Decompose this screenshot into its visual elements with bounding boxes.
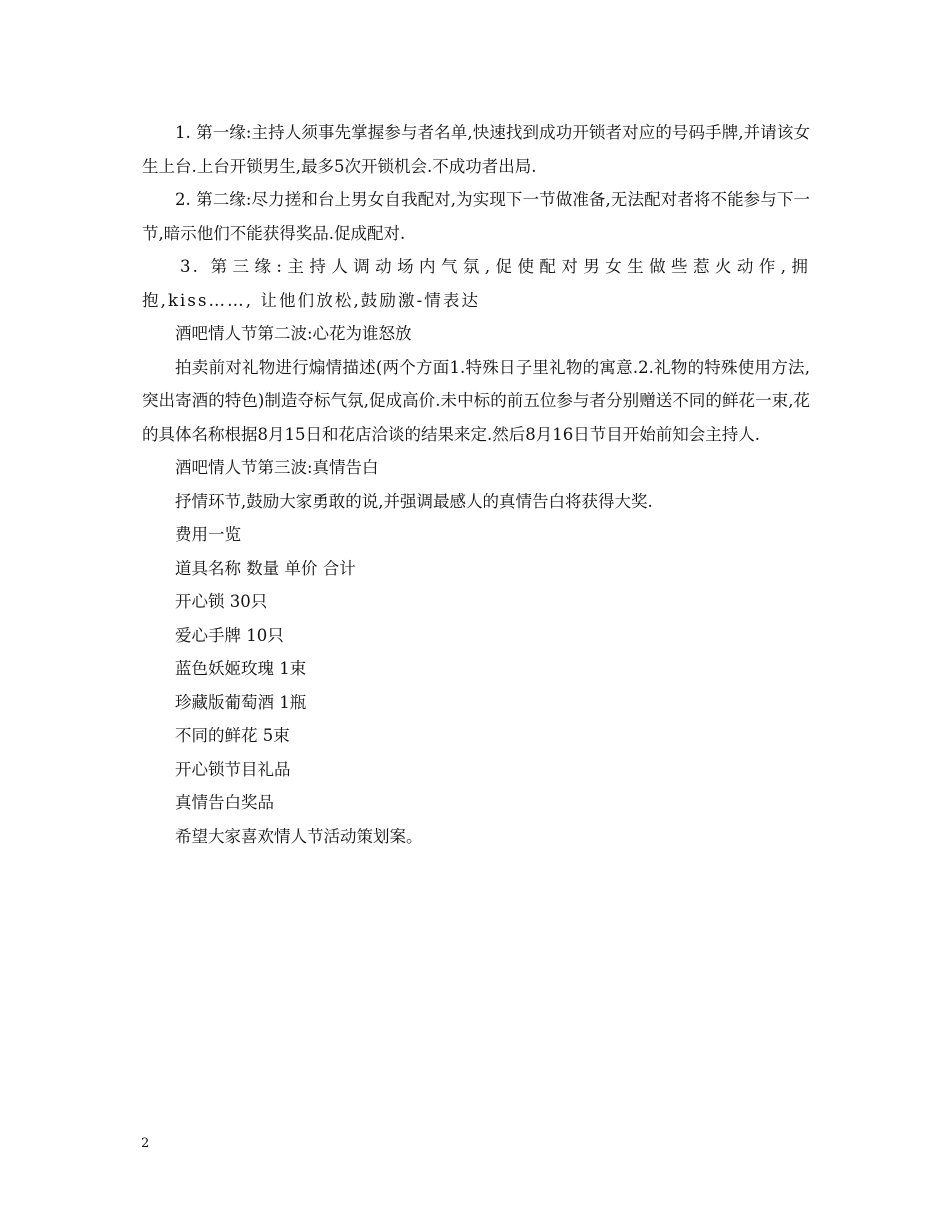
page-number: 2: [141, 1136, 150, 1151]
cost-table-header: 道具名称 数量 单价 合计: [175, 558, 356, 578]
paragraph-first-stage: 1. 第一缘:主持人须事先掌握参与者名单,快速找到成功开锁者对应的号码手牌,并请该女生上台.上台开锁男生,最多5次开锁机会.不成功者出局.: [142, 123, 810, 176]
cost-item-blue-rose: 蓝色妖姬玫瑰 1束: [175, 659, 307, 678]
document-body: [142, 116, 810, 853]
cost-item-heart-tag: 爱心手牌 10只: [175, 625, 284, 645]
cost-item-lock-gifts: 开心锁节目礼品: [175, 759, 291, 779]
section-heading-third-wave: 酒吧情人节第三波:真情告白: [175, 458, 379, 477]
cost-item-flowers: 不同的鲜花 5束: [175, 726, 290, 745]
paragraph-confession: 抒情环节,鼓励大家勇敢的说,并强调最感人的真情告白将获得大奖.: [175, 491, 653, 511]
paragraph-second-stage: 2. 第二缘:尽力搓和台上男女自我配对,为实现下一节做准备,无法配对者将不能参与下一节,暗示他们不能获得奖品.促成配对.: [142, 190, 810, 243]
cost-item-wine: 珍藏版葡萄酒 1瓶: [175, 692, 307, 712]
cost-item-confession-prize: 真情告白奖品: [175, 793, 274, 812]
cost-item-happy-lock: 开心锁 30只: [175, 592, 268, 611]
closing-sentence: 希望大家喜欢情人节活动策划案。: [175, 826, 423, 846]
cost-title: 费用一览: [175, 525, 241, 544]
paragraph-third-stage: 3. 第三缘:主持人调动场内气氛,促使配对男女生做些惹火动作,拥抱,kiss……, 让他们放松,鼓励激-情表达: [142, 257, 810, 310]
paragraph-auction: 拍卖前对礼物进行煽情描述(两个方面1.特殊日子里礼物的寓意.2.礼物的特殊使用方法,突出寄酒的特色)制造夺标气氛,促成高价.未中标的前五位参与者分别赠送不同的鲜花一束,花的具体名称根据8月15日和花店洽谈的结果来定.然后8月16日节目开始前知会主持人.: [142, 357, 810, 444]
section-heading-second-wave: 酒吧情人节第二波:心花为谁怒放: [175, 324, 412, 343]
